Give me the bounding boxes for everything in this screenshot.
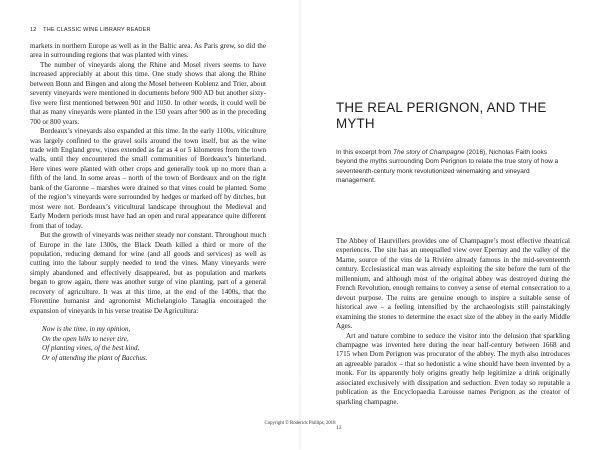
chapter-intro	[336, 148, 568, 185]
copyright-footer: Copyright © Roderick Phillips, 2018	[264, 421, 336, 426]
intro-rest: (2016), Nicholas Faith looks beyond the myths surrounding Dom Perignon to relate the true story of how a seventeenth-century monk revolutionized winemaking and vineyard management.	[336, 149, 559, 185]
poem-line: Of planting vines, of the best kind,	[42, 344, 140, 353]
right-body-text	[336, 237, 570, 407]
running-head	[30, 27, 151, 33]
intro-book-title: The story of Champagne	[393, 149, 465, 156]
poem-line: Or of attending the plant of Bacchus.	[42, 353, 148, 362]
running-head-title: THE CLASSIC WINE LIBRARY READER	[43, 27, 151, 33]
poem-line: On the open hills to never tire,	[42, 334, 129, 343]
right-page-number: 13	[336, 425, 342, 431]
paragraph: markets in northern Europe as well as in the Baltic area. As Paris grew, so did the area in surrounding regions that was planted with vines.	[30, 42, 266, 60]
chapter-title: THE REAL PERIGNON, AND THE MYTH	[336, 100, 547, 131]
left-body-text	[30, 42, 266, 364]
right-page	[300, 0, 600, 450]
paragraph: The Abbey of Hautvillers provides one of Champagne’s most effective theatrical experiences. The site has an unequalled view over Epernay and the valley of the Marne, source of the vins de la Rivière already famous in the mid-seventeenth century. Ecclesiastical man was already exploiting the site before the turn of the millennium, and although most of the original abbey was destroyed during the French Revolution, enough remains to convey a sense of eternal consecration to a devout purpose. The ruins are genuine enough to inspire a suitable sense of historical awe – a feeling intensified by the archaeologists still painstakingly examining the stones to determine the exact size of the abbey in the early Middle Ages.	[336, 237, 570, 331]
paragraph: But the growth of vineyards was neither steady nor constant. Throughout much of Europe in the late 1300s, the Black Death killed a third or more of the population, reducing demand for wine (and all goods and services) as well as cutting into the labour supply needed to tend the vines. Many vineyards were simply abandoned and effectively disappeared, but as population and markets began to grow again, there was another surge of vine planting, part of a general recovery of agriculture. It was at this time, at the end of the 1400s, that the Florentine humanist and agronomist Michelangiolo Tanaglia encouraged the expansion of vineyards in his verse treatise De Agricultura:	[30, 231, 266, 315]
intro-lead: In this excerpt from	[336, 149, 394, 156]
paragraph: The number of vineyards along the Rhine and Mosel rivers seems to have increased appreciably at about this time. One study shows that along the Rhine between Bonn and Bingen and along the Mosel between Koblenz and Trier, about seventy vineyards were mentioned in documents before 900 AD but another sixty-five were first mentioned between 901 and 1050. In other words, it could well be that as many vineyards were planted in the 150 years after 900 as in the preceding 700 or 800 years.	[30, 60, 266, 126]
poem-line: Now is the time, in my opinion,	[42, 325, 131, 334]
paragraph: Bordeaux’s vineyards also expanded at this time. In the early 1100s, viticulture was largely confined to the gravel soils around the town itself, but as the wine trade with England grew, vines extended as far as 4 or 5 kilometres from the town walls, until they encountered the small communities of Bordeaux’s hinterland. Here vines were planted with other crops and generally took up no more than a fifth of the land. In some areas – north of the town of Bordeaux and on the right bank of the Garonne – marshes were drained so that vines could be planted. Some of the region’s vineyards were surrounded by hedges or marked off by ditches, but most were not. Bordeaux’s viticultural landscape throughout the Medieval and Early Modern periods must have had an open and rural appearance quite different from that of today.	[30, 127, 266, 230]
paragraph: Art and nature combine to seduce the visitor into the delusion that sparkling champagne was invented here during the near half-century between 1668 and 1715 when Dom Perignon was procurator of the abbey. The myth also introduces an agreeable paradox – that so hedonistic a wine should have been invented by a monk. For its apparently holy origins greatly help legitimize a drink originally associated exclusively with dissipation and seduction. Even today so reputable a publication as the Encyclopaedia Larousse names Perignon as the creator of sparkling champagne.	[336, 331, 570, 406]
poem	[42, 325, 266, 363]
left-page-number: 12	[30, 27, 37, 33]
